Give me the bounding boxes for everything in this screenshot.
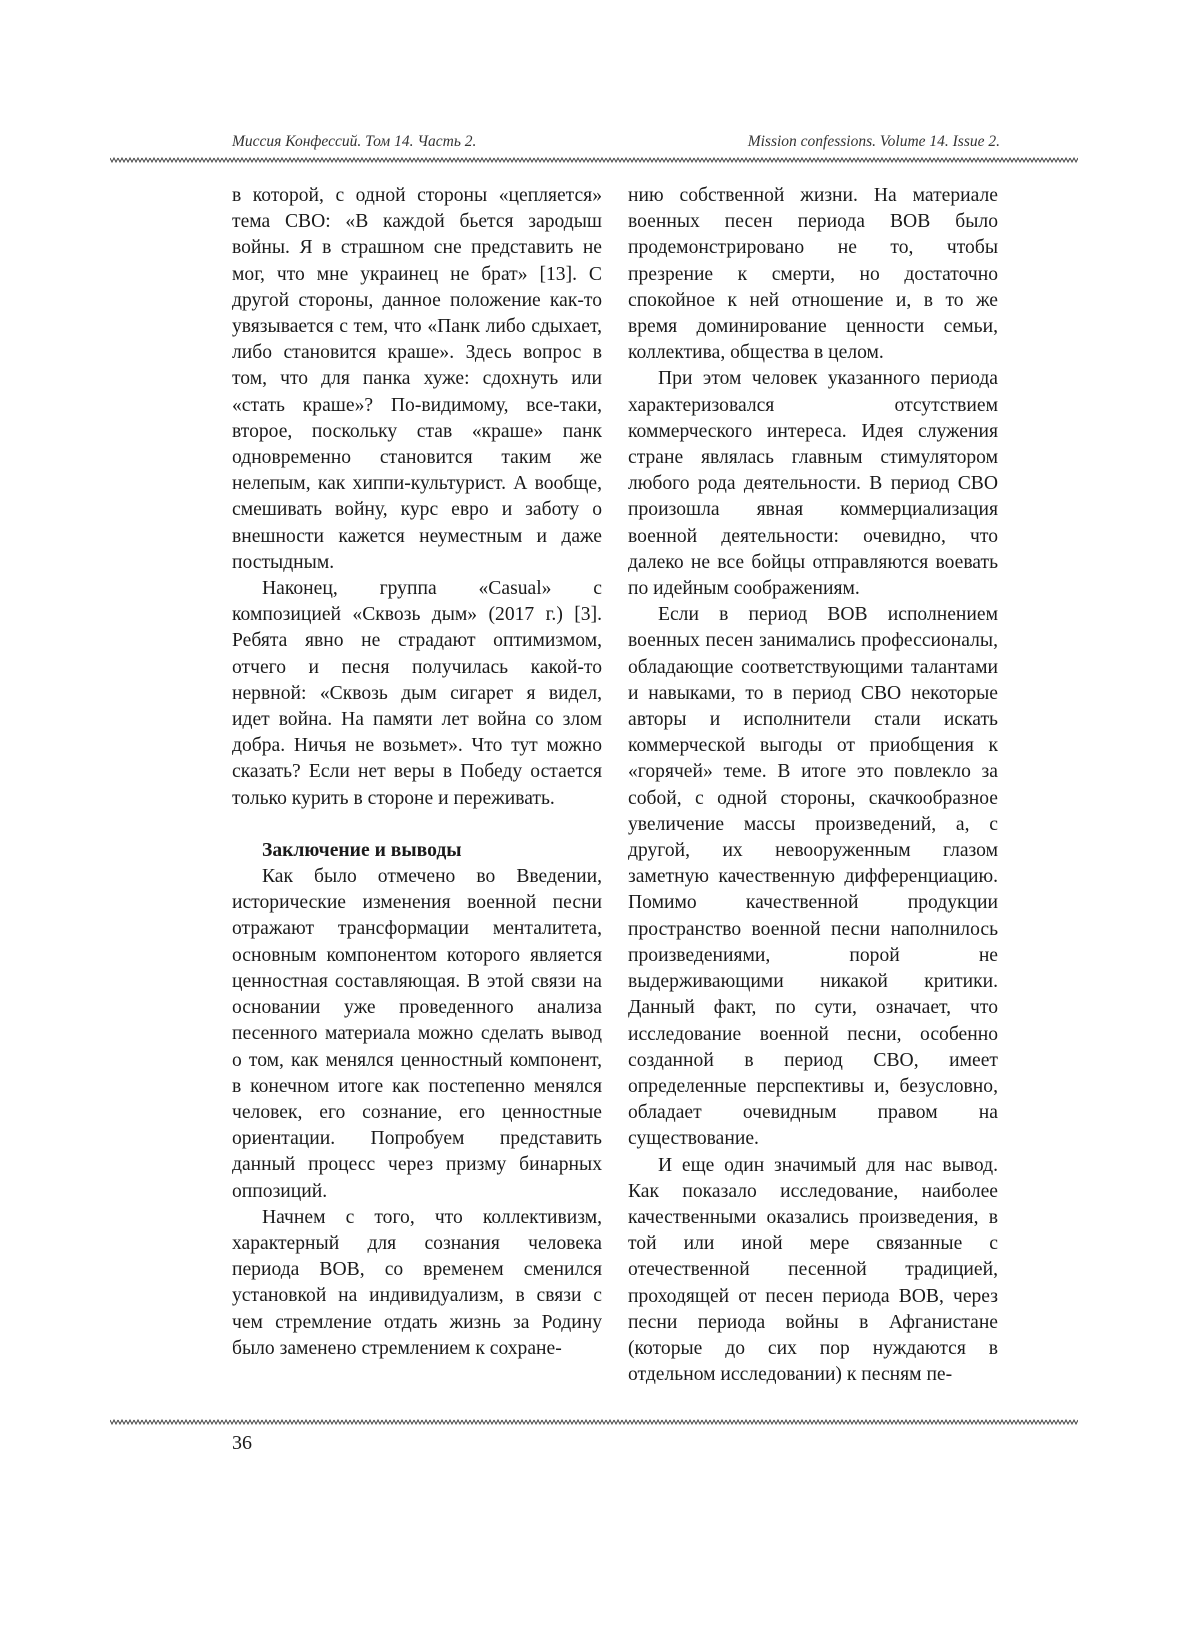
section-heading: Заключение и выводы [262,839,462,861]
paragraph: Если в период ВОВ исполнением военных песен занимались профессионалы, обладающие соответствующими талантами и навыками, то в период СВО некоторые авторы и исполнители стали искать коммерческой выгоды от приобщения к «горячей» теме. В итоге это повлекло за собой, с одной стороны, скачкообразное увеличение массы произведений, а, с другой, их невооруженным глазом заметную качественную дифференциацию. Помимо качественной продукции пространство военной песни наполнилось произведениями, порой не выдерживающими никакой критики. Данный факт, по сути, означает, что исследование военной песни, особенно созданной в период СВО, имеет определенные перспективы и, безусловно, обладает очевидным правом на существование. [628,604,998,1150]
right-column [628,183,998,1388]
paragraph: в которой, с одной стороны «цепляется» тема СВО: «В каждой бьется зародыш войны. Я в страшном сне представить не мог, что мне украинец не брат» [13]. С другой стороны, данное положение как-то увязывается с тем, что «Панк либо сдыхает, либо становится краше». Здесь вопрос в том, что для панка хуже: сдохнуть или «стать краше»? По-видимому, все-таки, второе, поскольку став «краше» панк одновременно становится таким же нелепым, как хиппи-культурист. А вообще, смешивать войну, курс евро и заботу о внешности кажется неуместным и даже постыдным. [232,185,602,573]
top-ornamental-rule [110,156,1078,164]
left-column [232,183,602,1362]
paragraph: Наконец, группа «Casual» с композицией «Сквозь дым» (2017 г.) [3]. Ребята явно не страдают оптимизмом, отчего и песня получилась какой-то нервной: «Сквозь дым сигарет я видел, идет война. На памяти лет война со злом добра. Ничья не возьмет». Что тут можно сказать? Если нет веры в Победу остается только курить в стороне и переживать. [232,578,602,809]
bottom-ornamental-rule [110,1418,1078,1426]
paragraph: Начнем с того, что коллективизм, характерный для сознания человека периода ВОВ, со временем сменился установкой на индивидуализм, в связи с чем стремление отдать жизнь за Родину было заменено стремлением к сохране- [232,1206,602,1359]
running-header [232,133,1000,155]
journal-title-en: Mission confessions. Volume 14. Issue 2. [747,133,1000,150]
paragraph: нию собственной жизни. На материале военных песен периода ВОВ было продемонстрировано не то, чтобы презрение к смерти, но достаточно спокойное к ней отношение и, в то же время доминирование ценности семьи, коллектива, общества в целом. [628,185,998,364]
page-number: 36 [232,1432,252,1454]
paragraph: И еще один значимый для нас вывод. Как показало исследование, наиболее качественными оказались произведения, в той или иной мере связанные с отечественной песенной традицией, проходящей от песен периода ВОВ, через песни периода войны в Афганистане (которые до сих пор нуждаются в отдельном исследовании) к песням пе- [628,1154,998,1386]
paragraph: Как было отмечено во Введении, исторические изменения военной песни отражают трансформации менталитета, основным компонентом которого является ценностная составляющая. В этой связи на основании уже проведенного анализа песенного материала можно сделать вывод о том, как менялся ценностный компонент, в конечном итоге как постепенно менялся человек, его сознание, его ценностные ориентации. Попробуем представить данный процесс через призму бинарных оппозиций. [232,866,602,1202]
journal-title-ru: Миссия Конфессий. Том 14. Часть 2. [232,133,477,150]
paragraph: При этом человек указанного периода характеризовался отсутствием коммерческого интереса. Идея служения стране являлась главным стимулятором любого рода деятельности. В период СВО произошла явная коммерциализация военной деятельности: очевидно, что далеко не все бойцы отправляются воевать по идейным соображениям. [628,368,998,600]
